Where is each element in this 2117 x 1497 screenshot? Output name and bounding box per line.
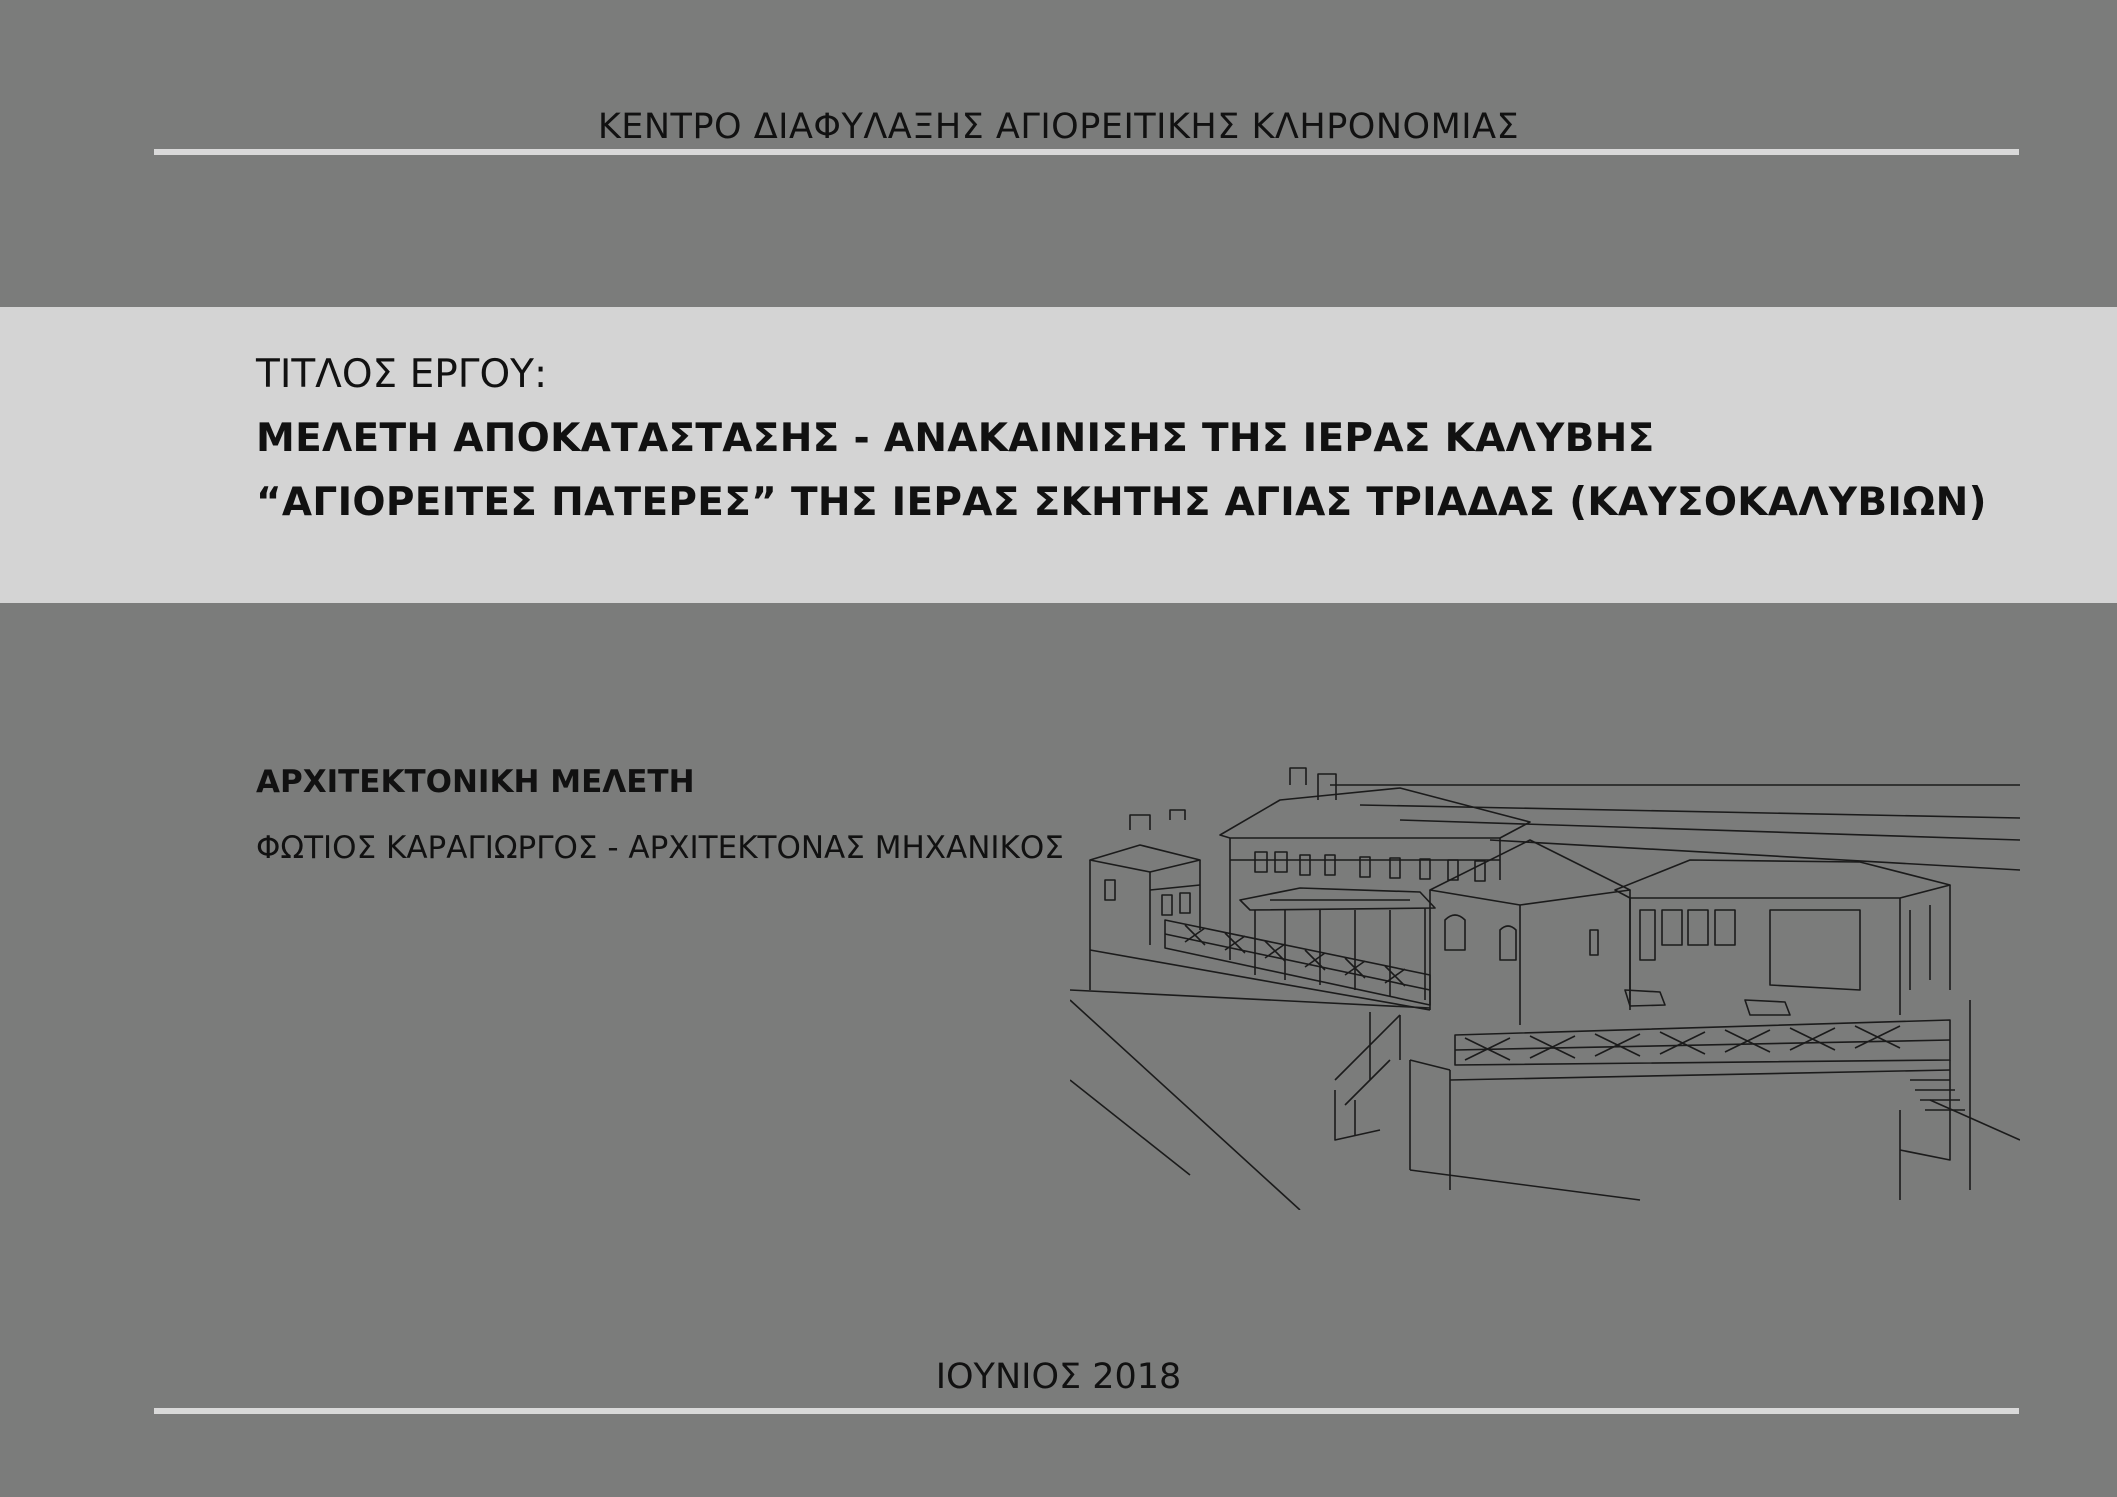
project-title-label: ΤΙΤΛΟΣ ΕΡΓΟΥ: (256, 352, 548, 397)
building-sketch (1070, 760, 2020, 1210)
header-rule (154, 149, 2019, 155)
publication-date: ΙΟΥΝΙΟΣ 2018 (935, 1357, 1182, 1397)
organization-name: ΚΕΝΤΡΟ ΔΙΑΦΥΛΑΞΗΣ ΑΓΙΟΡΕΙΤΙΚΗΣ ΚΛΗΡΟΝΟΜΙΑΣ (597, 107, 1520, 147)
footer-rule (154, 1408, 2019, 1414)
building-line-drawing (1070, 760, 2020, 1210)
study-author: ΦΩΤΙΟΣ ΚΑΡΑΓΙΩΡΓΟΣ - ΑΡΧΙΤΕΚΤΟΝΑΣ ΜΗΧΑΝΙΚΟΣ (256, 830, 1064, 866)
project-title-line-1: ΜΕΛΕΤΗ ΑΠΟΚΑΤΑΣΤΑΣΗΣ - ΑΝΑΚΑΙΝΙΣΗΣ ΤΗΣ ΙΕΡΑΣ ΚΑΛΥΒΗΣ (256, 416, 1655, 461)
project-title-line-2: “ΑΓΙΟΡΕΙΤΕΣ ΠΑΤΕΡΕΣ” ΤΗΣ ΙΕΡΑΣ ΣΚΗΤΗΣ ΑΓΙΑΣ ΤΡΙΑΔΑΣ (ΚΑΥΣΟΚΑΛΥΒΙΩΝ) (256, 480, 1987, 525)
study-title: ΑΡΧΙΤΕΚΤΟΝΙΚΗ ΜΕΛΕΤΗ (256, 764, 695, 800)
